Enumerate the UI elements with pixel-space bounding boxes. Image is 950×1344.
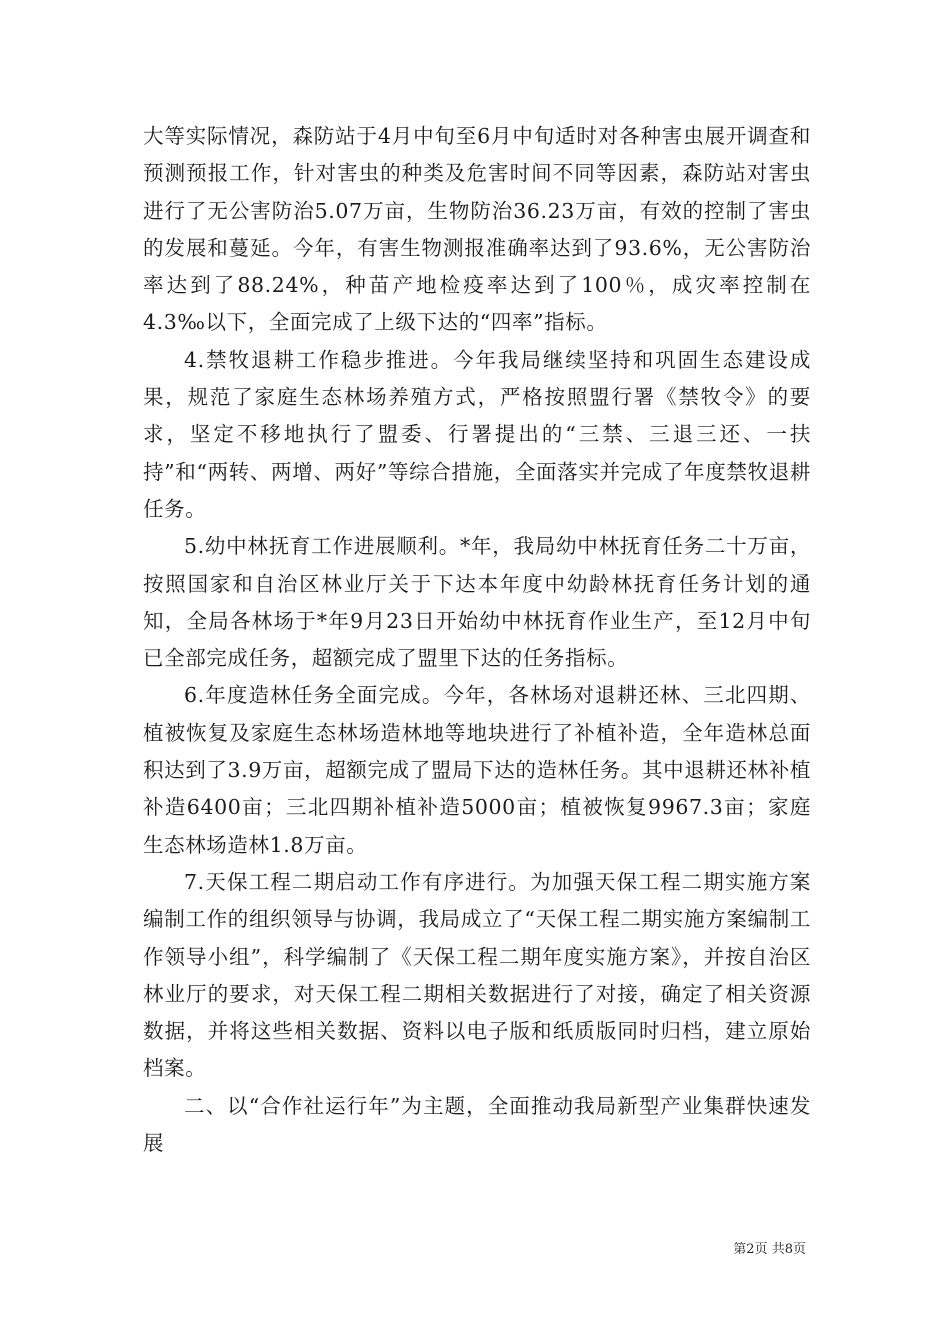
footer-current-page: 2 [746,1242,755,1257]
paragraph-continued: 大等实际情况，森防站于4月中旬至6月中旬适时对各种害虫展开调查和预测预报工作，针对害虫的种类及危害时间不同等因素，森防站对害虫进行了无公害防治5.07万亩，生物防治36.23万亩，有效的控制了害虫的发展和蔓延。今年，有害生物测报准确率达到了93.6%，无公害防治率达到了88.24%，种苗产地检疫率达到了100％，成灾率控制在4.3‰以下，全面完成了上级下达的“四率”指标。 [143,124,811,335]
document-body [143,118,811,1162]
paragraph-item-7: 7.天保工程二期启动工作有序进行。为加强天保工程二期实施方案编制工作的组织领导与协调，我局成立了“天保工程二期实施方案编制工作领导小组”，科学编制了《天保工程二期年度实施方案》，并按自治区林业厅的要求，对天保工程二期相关数据进行了对接，确定了相关资源数据，并将这些相关数据、资料以电子版和纸质版同时归档，建立原始档案。 [143,869,811,1081]
footer-suffix: 页 [792,1242,806,1257]
paragraph-item-5: 5.幼中林抚育工作进展顺利。*年，我局幼中林抚育任务二十万亩，按照国家和自治区林业厅关于下达本年度中幼龄林抚育任务计划的通知，全局各林场于*年9月23日开始幼中林抚育作业生产，至12月中旬已全部完成任务，超额完成了盟里下达的任务指标。 [143,534,811,671]
paragraph-item-6: 6.年度造林任务全面完成。今年，各林场对退耕还林、三北四期、植被恢复及家庭生态林场造林地等地块进行了补植补造，全年造林总面积达到了3.9万亩，超额完成了盟局下达的造林任务。其中退耕还林补植补造6400亩；三北四期补植补造5000亩；植被恢复9967.3亩；家庭生态林场造林1.8万亩。 [143,683,811,857]
page-number-footer [733,1241,806,1259]
footer-middle: 页 共 [754,1242,785,1257]
paragraph-item-4: 4.禁牧退耕工作稳步推进。今年我局继续坚持和巩固生态建设成果，规范了家庭生态林场养殖方式，严格按照盟行署《禁牧令》的要求，坚定不移地执行了盟委、行署提出的“三禁、三退三还、一扶持”和“两转、两增、两好”等综合措施，全面落实并完成了年度禁牧退耕任务。 [143,347,811,521]
footer-total-pages: 8 [784,1242,793,1257]
section-heading-2: 二、以“合作社运行年”为主题，全面推动我局新型产业集群快速发展 [143,1093,811,1156]
footer-prefix: 第 [733,1242,747,1257]
